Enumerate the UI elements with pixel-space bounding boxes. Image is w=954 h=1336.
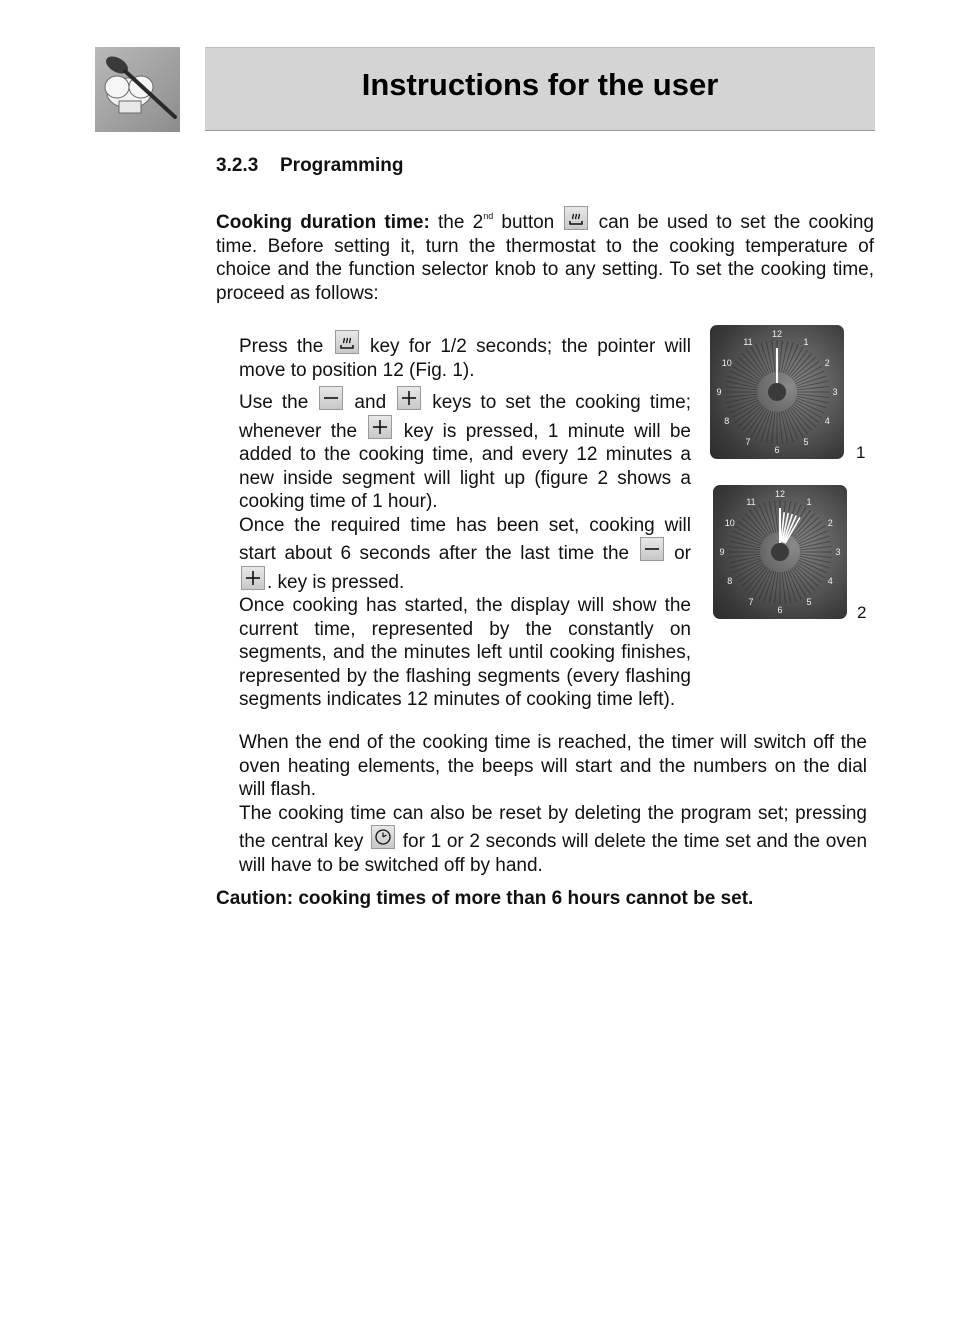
dial-number: 5 (806, 597, 812, 608)
steps-full-width (239, 731, 867, 877)
dial-hub (768, 383, 786, 401)
oven-heat-icon (335, 330, 359, 354)
plus-icon (397, 386, 421, 410)
dial-number: 11 (746, 496, 756, 507)
dial-figure-1 (710, 325, 844, 459)
intro-paragraph (216, 206, 874, 305)
caution-note: Caution: cooking times of more than 6 hours cannot be set. (216, 888, 754, 909)
steps-column (239, 330, 691, 712)
dial-number: 12 (774, 489, 786, 499)
step-press-key: Press the key for 1/2 seconds; the pointer will move to position 12 (Fig. 1). (239, 330, 691, 382)
intro-label: Cooking duration time: (216, 212, 430, 233)
dial-number: 9 (719, 547, 725, 557)
step-use-keys: Use the and keys to set the cooking time; whenever the key is pressed, 1 minute will be added to the cooking time, and every 12 minutes a new inside segment will light up (figure 2 shows a cooking time of 1 hour). (239, 386, 691, 514)
figure-label-1: 1 (856, 443, 866, 462)
figure-label-2: 2 (857, 603, 867, 622)
dial-number: 4 (824, 416, 830, 426)
step-display: Once cooking has started, the display will show the current time, represented by the constantly on segments, and the minutes left until cooking finishes, represented by the flashing segments (every flashing segments indicates 12 minutes of cooking time left). (239, 595, 691, 710)
minus-icon (640, 537, 664, 561)
dial-number: 10 (721, 358, 732, 368)
dial-number: 1 (806, 496, 812, 507)
dial-number: 6 (777, 605, 783, 615)
dial-svg (713, 485, 847, 619)
dial-number: 7 (748, 597, 754, 608)
clock-icon (371, 825, 395, 849)
dial-figure-2 (713, 485, 847, 619)
dial-number: 11 (743, 336, 753, 347)
dial-number: 8 (724, 416, 730, 426)
intro-text-1: the 2 (429, 212, 484, 233)
plus-icon (368, 415, 392, 439)
dial-number: 6 (774, 445, 780, 455)
dial-hub (771, 543, 789, 561)
dial-number: 5 (803, 437, 809, 448)
dial-number: 8 (727, 576, 733, 586)
section-title: Programming (280, 155, 404, 176)
dial-number: 12 (771, 329, 783, 339)
dial-svg (710, 325, 844, 459)
chef-hat-spoon-icon (95, 47, 180, 132)
oven-heat-icon (564, 206, 588, 230)
dial-number: 2 (824, 358, 830, 368)
section-heading (216, 155, 404, 177)
intro-text-2: button (493, 212, 563, 233)
dial-number: 9 (716, 387, 722, 397)
minus-icon (319, 386, 343, 410)
dial-number: 7 (745, 437, 751, 448)
dial-number: 1 (803, 336, 809, 347)
dial-number: 10 (724, 518, 735, 528)
brand-logo (95, 47, 180, 132)
plus-icon (241, 566, 265, 590)
step-reset: The cooking time can also be reset by deleting the program set; pressing the central key for 1 or 2 seconds will delete the time set and the oven will have to be switched off by hand. (239, 802, 868, 876)
dial-number: 2 (827, 518, 833, 528)
intro-text-3: can be used to set the cooking time. Before setting it, turn the thermostat to the cooking temperature of choice and the function selector knob to any setting. To set the cooking time, proceed as follows: (216, 212, 874, 304)
page-title: Instructions for the user (361, 67, 719, 102)
intro-sup: nd (483, 211, 494, 221)
step-start-cooking: Once the required time has been set, cooking will start about 6 seconds after the last time the or . key is pressed. (239, 514, 691, 593)
dial-number: 3 (832, 387, 838, 397)
dial-number: 3 (835, 547, 841, 557)
section-number: 3.2.3 (216, 155, 259, 176)
step-end-time: When the end of the cooking time is reached, the timer will switch off the oven heating elements, the beeps will start and the numbers on the dial will flash. (239, 732, 867, 800)
dial-number: 4 (827, 576, 833, 586)
header-bar (205, 47, 875, 131)
